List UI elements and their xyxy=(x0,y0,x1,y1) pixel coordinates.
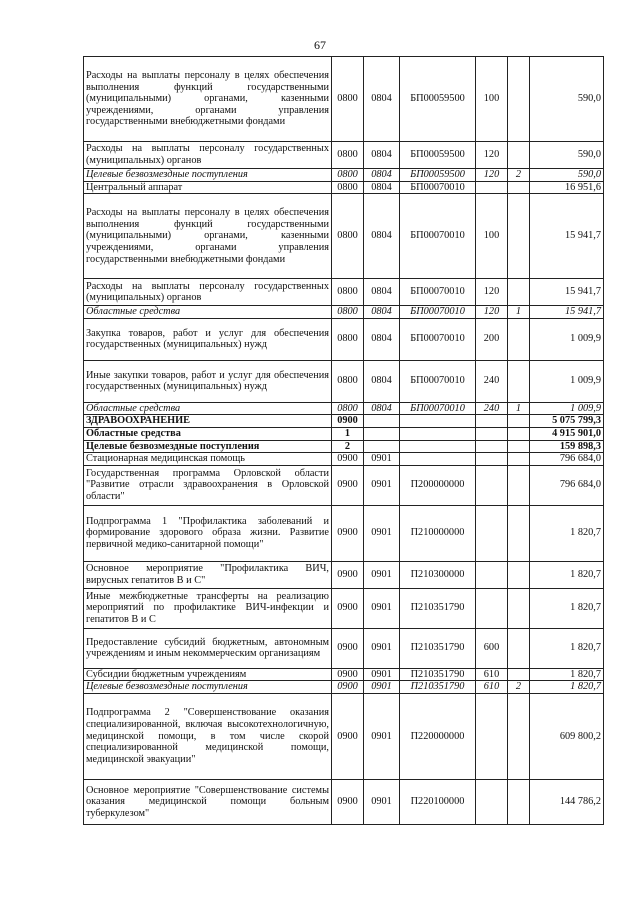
subsection-code: 0804 xyxy=(364,169,400,182)
funding-source-code xyxy=(508,360,530,402)
target-article-code: П210351790 xyxy=(400,588,476,628)
subsection-code: 0804 xyxy=(364,57,400,142)
amount: 15 941,7 xyxy=(530,306,604,319)
funding-source-code: 1 xyxy=(508,402,530,415)
expense-type-code xyxy=(476,588,508,628)
target-article-code: БП00070010 xyxy=(400,181,476,194)
funding-source-code: 2 xyxy=(508,681,530,694)
subsection-code: 0901 xyxy=(364,588,400,628)
amount: 15 941,7 xyxy=(530,279,604,306)
section-code: 0800 xyxy=(332,57,364,142)
item-name: Областные средства xyxy=(84,402,332,415)
item-name: Закупка товаров, работ и услуг для обеспечения государственных (муниципальных) нужд xyxy=(84,318,332,360)
target-article-code: БП00059500 xyxy=(400,142,476,169)
amount: 1 820,7 xyxy=(530,561,604,588)
item-name: Иные межбюджетные трансферты на реализацию мероприятий по профилактике ВИЧ-инфекции и гепатитов В и С xyxy=(84,588,332,628)
table-row xyxy=(84,142,604,169)
item-name: Целевые безвозмездные поступления xyxy=(84,169,332,182)
section-code: 0900 xyxy=(332,588,364,628)
item-name: Подпрограмма 1 "Профилактика заболеваний и формирование здорового образа жизни. Развитие первичной медико-санитарной помощи" xyxy=(84,505,332,561)
funding-source-code xyxy=(508,279,530,306)
target-article-code xyxy=(400,427,476,440)
item-name: Предоставление субсидий бюджетным, автономным учреждениям и иным некоммерческим организациям xyxy=(84,628,332,668)
item-name: Расходы на выплаты персоналу государственных (муниципальных) органов xyxy=(84,142,332,169)
expense-type-code: 200 xyxy=(476,318,508,360)
section-code: 0900 xyxy=(332,668,364,681)
target-article-code: П210000000 xyxy=(400,505,476,561)
item-name: Стационарная медицинская помощь xyxy=(84,453,332,466)
budget-table xyxy=(83,56,604,825)
item-name: Расходы на выплаты персоналу в целях обеспечения выполнения функций государственными (муниципальными) органами, казенными учреждениями, органами управления государственными внебюджетными фондами xyxy=(84,194,332,279)
funding-source-code xyxy=(508,318,530,360)
table-row xyxy=(84,628,604,668)
section-code: 0900 xyxy=(332,681,364,694)
funding-source-code: 1 xyxy=(508,306,530,319)
amount: 1 820,7 xyxy=(530,505,604,561)
section-code: 0800 xyxy=(332,360,364,402)
expense-type-code: 240 xyxy=(476,402,508,415)
item-name: Целевые безвозмездные поступления xyxy=(84,681,332,694)
subsection-code: 0804 xyxy=(364,142,400,169)
section-code: 0800 xyxy=(332,318,364,360)
section-code: 0800 xyxy=(332,306,364,319)
page-number: 67 xyxy=(314,38,326,52)
item-name: Расходы на выплаты персоналу государственных (муниципальных) органов xyxy=(84,279,332,306)
subsection-code: 0901 xyxy=(364,693,400,779)
target-article-code: БП00070010 xyxy=(400,279,476,306)
target-article-code xyxy=(400,440,476,453)
subsection-code: 0804 xyxy=(364,279,400,306)
amount: 16 951,6 xyxy=(530,181,604,194)
amount: 4 915 901,0 xyxy=(530,427,604,440)
subsection-code: 0804 xyxy=(364,306,400,319)
funding-source-code: 2 xyxy=(508,169,530,182)
amount: 609 800,2 xyxy=(530,693,604,779)
item-name: Целевые безвозмездные поступления xyxy=(84,440,332,453)
amount: 1 009,9 xyxy=(530,360,604,402)
expense-type-code: 100 xyxy=(476,194,508,279)
table-row xyxy=(84,668,604,681)
funding-source-code xyxy=(508,427,530,440)
table-row xyxy=(84,306,604,319)
table-row xyxy=(84,415,604,428)
subsection-code: 0804 xyxy=(364,360,400,402)
item-name: Иные закупки товаров, работ и услуг для обеспечения государственных (муниципальных) нужд xyxy=(84,360,332,402)
amount: 144 786,2 xyxy=(530,779,604,824)
target-article-code: БП00070010 xyxy=(400,360,476,402)
expense-type-code xyxy=(476,427,508,440)
subsection-code xyxy=(364,415,400,428)
target-article-code: П210351790 xyxy=(400,681,476,694)
subsection-code: 0901 xyxy=(364,505,400,561)
table-row xyxy=(84,169,604,182)
funding-source-code xyxy=(508,505,530,561)
table-row xyxy=(84,465,604,505)
table-row xyxy=(84,402,604,415)
subsection-code: 0804 xyxy=(364,181,400,194)
funding-source-code xyxy=(508,142,530,169)
table-row xyxy=(84,57,604,142)
subsection-code: 0804 xyxy=(364,194,400,279)
expense-type-code: 120 xyxy=(476,279,508,306)
section-code: 0800 xyxy=(332,169,364,182)
expense-type-code xyxy=(476,453,508,466)
amount: 796 684,0 xyxy=(530,465,604,505)
table-row xyxy=(84,693,604,779)
funding-source-code xyxy=(508,453,530,466)
expense-type-code xyxy=(476,440,508,453)
section-code: 0800 xyxy=(332,402,364,415)
item-name: Субсидии бюджетным учреждениям xyxy=(84,668,332,681)
section-code: 0900 xyxy=(332,561,364,588)
item-name: Основное мероприятие "Совершенствование системы оказания медицинской помощи больным туберкулезом" xyxy=(84,779,332,824)
expense-type-code: 610 xyxy=(476,681,508,694)
section-code: 0900 xyxy=(332,693,364,779)
funding-source-code xyxy=(508,693,530,779)
amount: 1 820,7 xyxy=(530,668,604,681)
subsection-code: 0804 xyxy=(364,318,400,360)
funding-source-code xyxy=(508,194,530,279)
target-article-code: П220000000 xyxy=(400,693,476,779)
subsection-code xyxy=(364,440,400,453)
table-row xyxy=(84,194,604,279)
amount: 1 820,7 xyxy=(530,681,604,694)
target-article-code: БП00059500 xyxy=(400,169,476,182)
table-row xyxy=(84,279,604,306)
subsection-code: 0901 xyxy=(364,681,400,694)
expense-type-code xyxy=(476,465,508,505)
section-code: 0800 xyxy=(332,279,364,306)
table-row xyxy=(84,427,604,440)
table-row xyxy=(84,318,604,360)
target-article-code: БП00070010 xyxy=(400,402,476,415)
expense-type-code: 600 xyxy=(476,628,508,668)
target-article-code: БП00070010 xyxy=(400,306,476,319)
amount: 1 820,7 xyxy=(530,588,604,628)
item-name: Государственная программа Орловской области "Развитие отрасли здравоохранения в Орловской области" xyxy=(84,465,332,505)
funding-source-code xyxy=(508,628,530,668)
expense-type-code: 610 xyxy=(476,668,508,681)
section-code: 0900 xyxy=(332,505,364,561)
target-article-code: П210300000 xyxy=(400,561,476,588)
subsection-code: 0901 xyxy=(364,561,400,588)
table-row xyxy=(84,779,604,824)
funding-source-code xyxy=(508,57,530,142)
expense-type-code xyxy=(476,505,508,561)
item-name: ЗДРАВООХРАНЕНИЕ xyxy=(84,415,332,428)
table-row xyxy=(84,681,604,694)
funding-source-code xyxy=(508,561,530,588)
table-row xyxy=(84,561,604,588)
item-name: Расходы на выплаты персоналу в целях обеспечения выполнения функций государственными (муниципальными) органами, казенными учреждениями, органами управления государственными внебюджетными фондами xyxy=(84,57,332,142)
funding-source-code xyxy=(508,465,530,505)
table-row xyxy=(84,181,604,194)
amount: 1 009,9 xyxy=(530,318,604,360)
table-row xyxy=(84,360,604,402)
expense-type-code: 240 xyxy=(476,360,508,402)
funding-source-code xyxy=(508,588,530,628)
section-code: 0800 xyxy=(332,194,364,279)
table-row xyxy=(84,505,604,561)
expense-type-code xyxy=(476,693,508,779)
expense-type-code xyxy=(476,779,508,824)
expense-type-code: 120 xyxy=(476,142,508,169)
target-article-code: П210351790 xyxy=(400,628,476,668)
section-code: 0900 xyxy=(332,453,364,466)
funding-source-code xyxy=(508,779,530,824)
subsection-code: 0804 xyxy=(364,402,400,415)
target-article-code: П210351790 xyxy=(400,668,476,681)
target-article-code xyxy=(400,415,476,428)
expense-type-code: 120 xyxy=(476,169,508,182)
expense-type-code xyxy=(476,561,508,588)
subsection-code: 0901 xyxy=(364,668,400,681)
table-row xyxy=(84,453,604,466)
funding-source-code xyxy=(508,668,530,681)
amount: 159 898,3 xyxy=(530,440,604,453)
expense-type-code: 120 xyxy=(476,306,508,319)
item-name: Центральный аппарат xyxy=(84,181,332,194)
target-article-code: П200000000 xyxy=(400,465,476,505)
target-article-code xyxy=(400,453,476,466)
section-code: 0900 xyxy=(332,779,364,824)
amount: 796 684,0 xyxy=(530,453,604,466)
amount: 15 941,7 xyxy=(530,194,604,279)
subsection-code: 0901 xyxy=(364,779,400,824)
funding-source-code xyxy=(508,440,530,453)
amount: 1 820,7 xyxy=(530,628,604,668)
target-article-code: БП00059500 xyxy=(400,57,476,142)
section-code: 2 xyxy=(332,440,364,453)
item-name: Основное мероприятие "Профилактика ВИЧ, вирусных гепатитов В и С" xyxy=(84,561,332,588)
item-name: Областные средства xyxy=(84,306,332,319)
amount: 590,0 xyxy=(530,142,604,169)
table-row xyxy=(84,588,604,628)
amount: 590,0 xyxy=(530,169,604,182)
subsection-code: 0901 xyxy=(364,453,400,466)
amount: 1 009,9 xyxy=(530,402,604,415)
target-article-code: П220100000 xyxy=(400,779,476,824)
section-code: 0900 xyxy=(332,415,364,428)
amount: 5 075 799,3 xyxy=(530,415,604,428)
target-article-code: БП00070010 xyxy=(400,318,476,360)
expense-type-code xyxy=(476,181,508,194)
section-code: 0800 xyxy=(332,142,364,169)
item-name: Подпрограмма 2 "Совершенствование оказания специализированной, включая высокотехнологичную, медицинской помощи, в том числе скорой специализированной медицинской помощи, медицинской эвакуации" xyxy=(84,693,332,779)
subsection-code: 0901 xyxy=(364,628,400,668)
item-name: Областные средства xyxy=(84,427,332,440)
expense-type-code xyxy=(476,415,508,428)
subsection-code: 0901 xyxy=(364,465,400,505)
section-code: 0800 xyxy=(332,181,364,194)
section-code: 1 xyxy=(332,427,364,440)
amount: 590,0 xyxy=(530,57,604,142)
expense-type-code: 100 xyxy=(476,57,508,142)
funding-source-code xyxy=(508,415,530,428)
section-code: 0900 xyxy=(332,465,364,505)
funding-source-code xyxy=(508,181,530,194)
subsection-code xyxy=(364,427,400,440)
table-row xyxy=(84,440,604,453)
target-article-code: БП00070010 xyxy=(400,194,476,279)
section-code: 0900 xyxy=(332,628,364,668)
